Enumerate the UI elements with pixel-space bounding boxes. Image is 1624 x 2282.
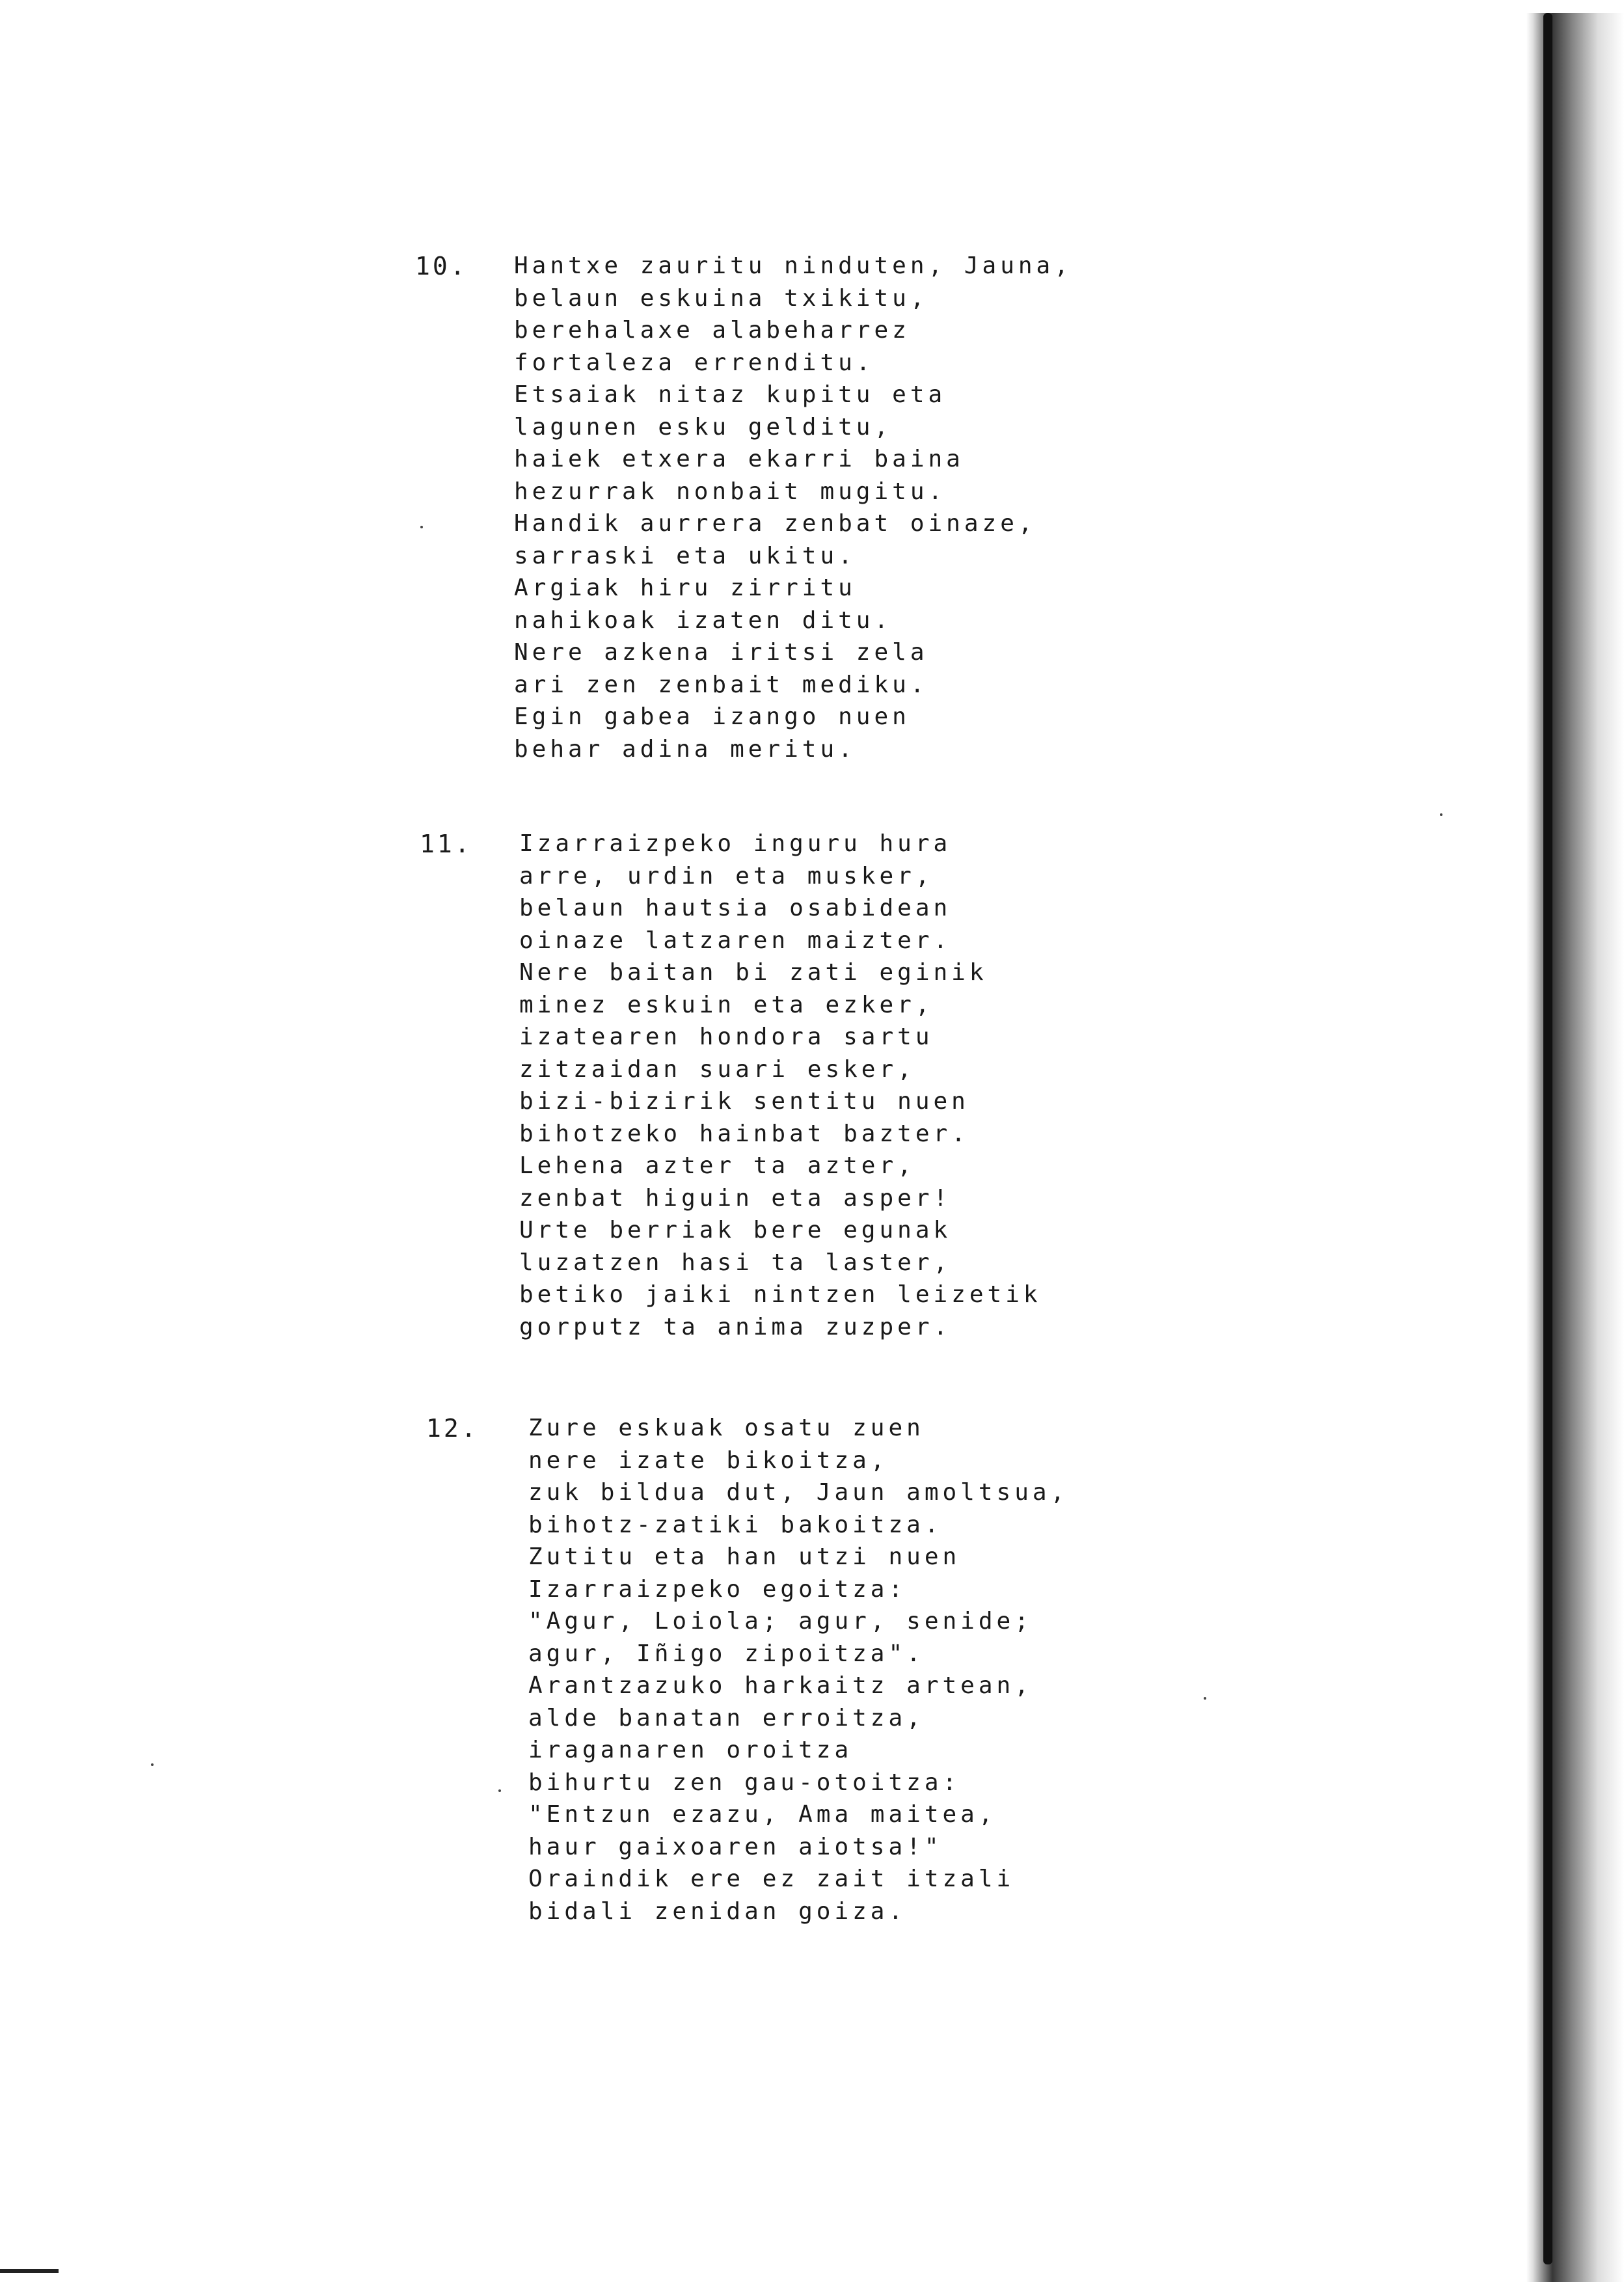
stanza-lines: [528, 1412, 1068, 1927]
verse-line: Lehena azter ta azter,: [519, 1152, 915, 1179]
verse-line: nere izate bikoitza,: [528, 1447, 889, 1474]
verse-line: haiek etxera ekarri baina: [514, 446, 964, 472]
stanza-lines: [519, 828, 1042, 1343]
verse-line: gorputz ta anima zuzper.: [519, 1313, 952, 1340]
verse-line: arre, urdin eta musker,: [519, 862, 934, 890]
verse-line: agur, Iñigo zipoitza".: [528, 1640, 925, 1667]
verse-line: bihotz-zatiki bakoitza.: [528, 1511, 943, 1538]
verse-line: "Agur, Loiola; agur, senide;: [528, 1608, 1033, 1635]
verse-line: Nere azkena iritsi zela: [514, 639, 928, 666]
verse-line: belaun hautsia osabidean: [519, 895, 952, 921]
stanza-number: 11.: [420, 830, 472, 858]
verse-line: belaun eskuina txikitu,: [514, 284, 928, 312]
scan-bottom-mark: [0, 2269, 59, 2273]
verse-line: hezurrak nonbait mugitu.: [514, 478, 947, 505]
verse-line: berehalaxe alabeharrez: [514, 317, 910, 344]
verse-line: Oraindik ere ez zait itzali: [528, 1866, 1015, 1892]
verse-line: Hantxe zauritu ninduten, Jauna,: [514, 252, 1072, 279]
verse-line: oinaze latzaren maizter.: [519, 927, 952, 954]
scan-speck: [420, 526, 423, 528]
verse-line: bihotzeko hainbat bazter.: [519, 1120, 969, 1147]
scan-edge-shadow: [1526, 13, 1624, 2282]
scan-speck: [498, 1789, 501, 1792]
verse-line: Izarraizpeko egoitza:: [528, 1575, 907, 1603]
scan-speck: [1440, 813, 1442, 816]
stanza-lines: [514, 250, 1072, 765]
verse-line: Urte berriak bere egunak: [519, 1217, 952, 1243]
verse-line: betiko jaiki nintzen leizetik: [519, 1281, 1042, 1308]
verse-line: Nere baitan bi zati eginik: [519, 959, 988, 986]
verse-line: zuk bildua dut, Jaun amoltsua,: [528, 1479, 1069, 1506]
verse-line: Argiak hiru zirritu: [514, 575, 856, 601]
verse-line: Handik aurrera zenbat oinaze,: [514, 510, 1036, 537]
verse-line: Zure eskuak osatu zuen: [528, 1415, 925, 1441]
verse-line: Izarraizpeko inguru hura: [519, 830, 952, 857]
scan-speck: [1204, 1697, 1206, 1700]
verse-line: "Entzun ezazu, Ama maitea,: [528, 1801, 997, 1828]
verse-line: Etsaiak nitaz kupitu eta: [514, 381, 947, 408]
verse-line: lagunen esku gelditu,: [514, 413, 893, 441]
stanza-number: 12.: [426, 1414, 479, 1443]
verse-line: alde banatan erroitza,: [528, 1704, 925, 1732]
verse-line: luzatzen hasi ta laster,: [519, 1249, 952, 1276]
verse-line: Arantzazuko harkaitz artean,: [528, 1672, 1033, 1699]
verse-line: Zutitu eta han utzi nuen: [528, 1543, 961, 1570]
scan-speck: [151, 1763, 154, 1766]
verse-line: fortaleza errenditu.: [514, 349, 874, 376]
verse-line: zenbat higuin eta asper!: [519, 1184, 952, 1212]
verse-line: ari zen zenbait mediku.: [514, 671, 928, 698]
scan-edge-line: [1543, 13, 1552, 2264]
verse-line: sarraski eta ukitu.: [514, 542, 856, 569]
verse-line: zitzaidan suari esker,: [519, 1055, 915, 1083]
verse-line: Egin gabea izango nuen: [514, 703, 910, 730]
verse-line: izatearen hondora sartu: [519, 1024, 934, 1050]
verse-line: bidali zenidan goiza.: [528, 1897, 907, 1925]
verse-line: nahikoak izaten ditu.: [514, 606, 893, 634]
verse-line: minez eskuin eta ezker,: [519, 991, 934, 1018]
verse-line: iraganaren oroitza: [528, 1737, 853, 1763]
verse-line: bihurtu zen gau-otoitza:: [528, 1769, 961, 1796]
stanza-number: 10.: [415, 252, 468, 280]
verse-line: behar adina meritu.: [514, 735, 856, 763]
verse-line: bizi-bizirik sentitu nuen: [519, 1088, 969, 1115]
verse-line: haur gaixoaren aiotsa!": [528, 1833, 943, 1860]
